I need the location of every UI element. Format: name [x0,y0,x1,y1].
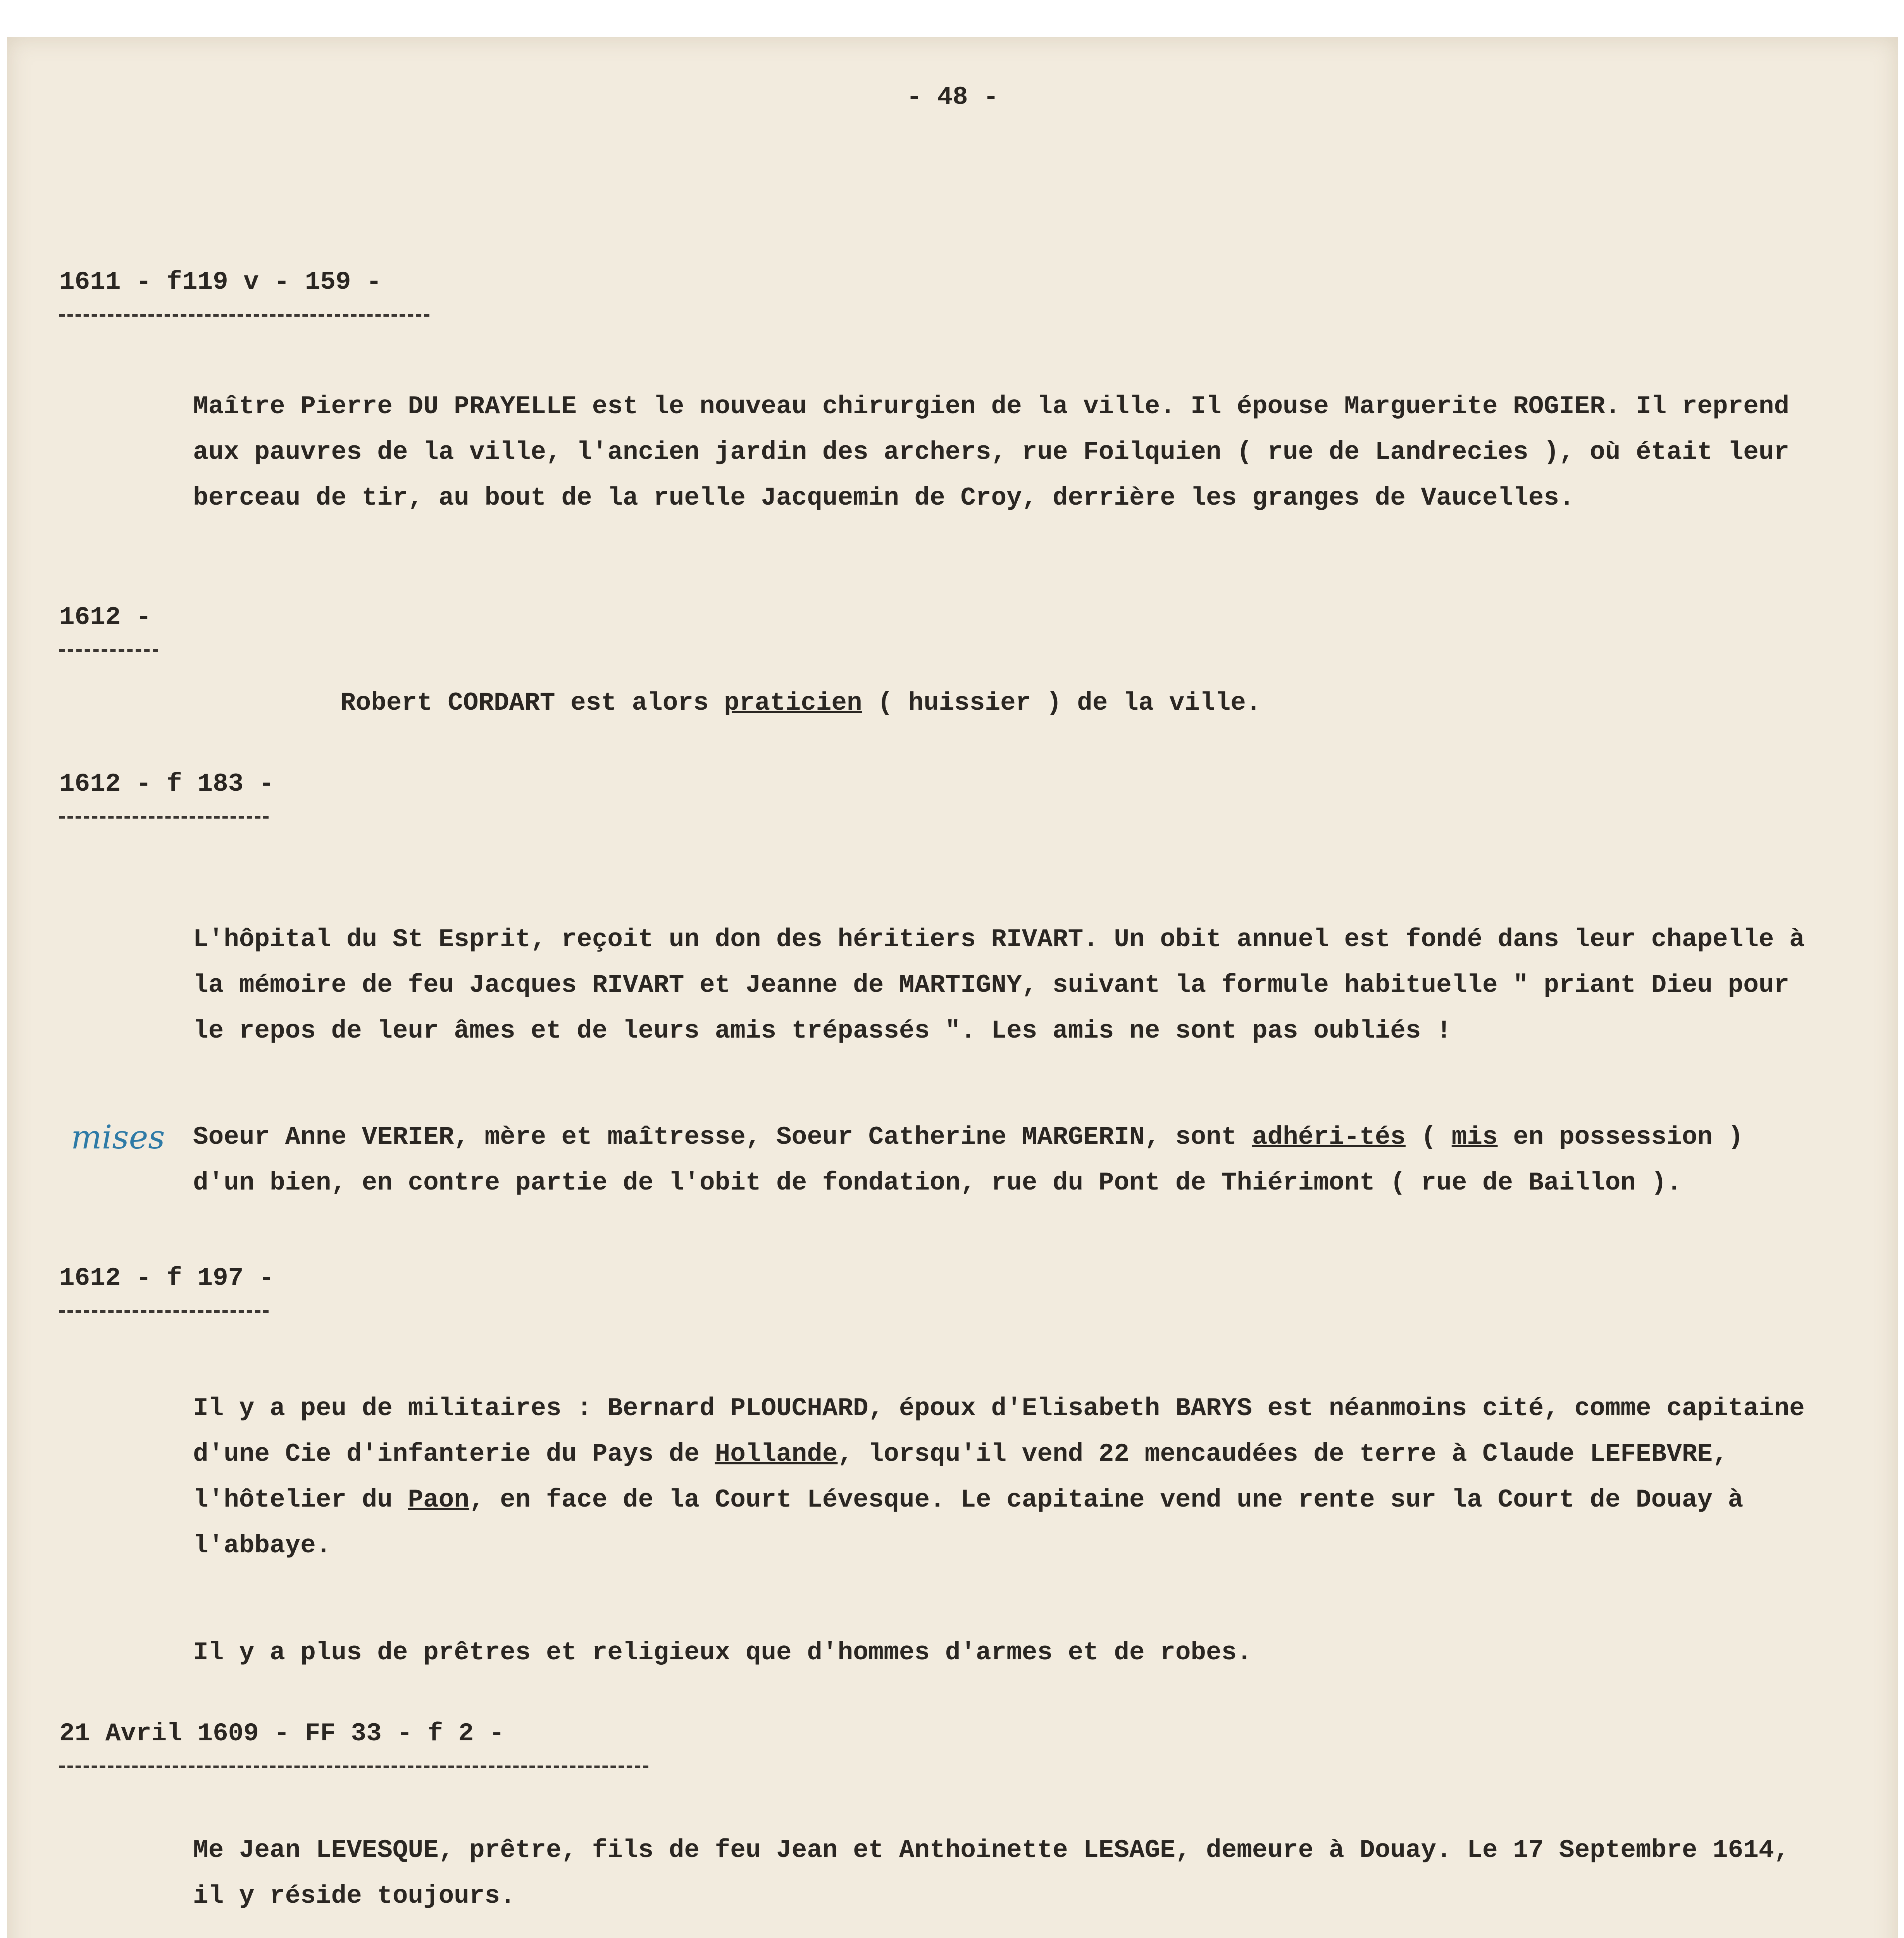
section-heading: 1612 - f 197 - [59,1264,274,1293]
section-heading: 1611 - f119 v - 159 - [59,267,382,297]
section-paragraph: Me Jean LEVESQUE, prêtre, fils de feu Jean et Anthoinette LESAGE, demeure à Douay. Le 17 Septembre 1614, il y réside toujours. [193,1836,1790,1910]
underlined-term: mis [1451,1122,1498,1152]
heading-underline [59,1766,648,1768]
heading-underline [59,314,429,317]
heading-underline [59,816,269,819]
section-heading: 1612 - [59,603,152,632]
underlined-term: Paon [408,1485,469,1514]
handwritten-margin-note: mises [71,1118,165,1156]
underlined-term: Hollande [715,1440,838,1469]
section-paragraph: Soeur Anne VERIER, mère et maîtresse, Soeur Catherine MARGERIN, sont adhéri-tés ( mis en possession ) d'un bien, en contre partie de l'obit de fondation, rue du Pont de Thiérimont ( rue de Baillon ). [193,1122,1744,1197]
underlined-term: adhéri-tés [1252,1122,1406,1152]
section-paragraph: Il y a plus de prêtres et religieux que d'hommes d'armes et de robes. [193,1638,1252,1667]
underlined-term: praticien [724,688,862,717]
section-paragraph: Maître Pierre DU PRAYELLE est le nouveau chirurgien de la ville. Il épouse Marguerite ROGIER. Il reprend aux pauvres de la ville, l'ancien jardin des archers, rue Foilquien ( rue de Landrecies ), où était leur berceau de tir, au bout de la ruelle Jacquemin de Croy, derrière les granges de Vaucelles. [193,392,1790,512]
section-heading: 1612 - f 183 - [59,769,274,798]
heading-underline [59,1310,269,1313]
page-number: - 48 - [906,83,999,112]
section-paragraph: L'hôpital du St Esprit, reçoit un don des héritiers RIVART. Un obit annuel est fondé dans leur chapelle à la mémoire de feu Jacques RIVART et Jeanne de MARTIGNY, suivant la formule habituelle " priant Dieu pour le repos de leur âmes et de leurs amis trépassés ". Les amis ne sont pas oubliés ! [193,925,1805,1045]
document-page [7,37,1898,1938]
heading-underline [59,649,158,652]
section-paragraph: Robert CORDART est alors praticien ( huissier ) de la ville. [340,688,1261,717]
section-heading: 21 Avril 1609 - FF 33 - f 2 - [59,1719,505,1748]
section-paragraph: Il y a peu de militaires : Bernard PLOUCHARD, époux d'Elisabeth BARYS est néanmoins cité, comme capitaine d'une Cie d'infanterie du Pays de Hollande, lorsqu'il vend 22 mencaudées de terre à Claude LEFEBVRE, l'hôtelier du Paon, en face de la Court Lévesque. Le capitaine vend une rente sur la Court de Douay à l'abbaye. [193,1394,1805,1560]
